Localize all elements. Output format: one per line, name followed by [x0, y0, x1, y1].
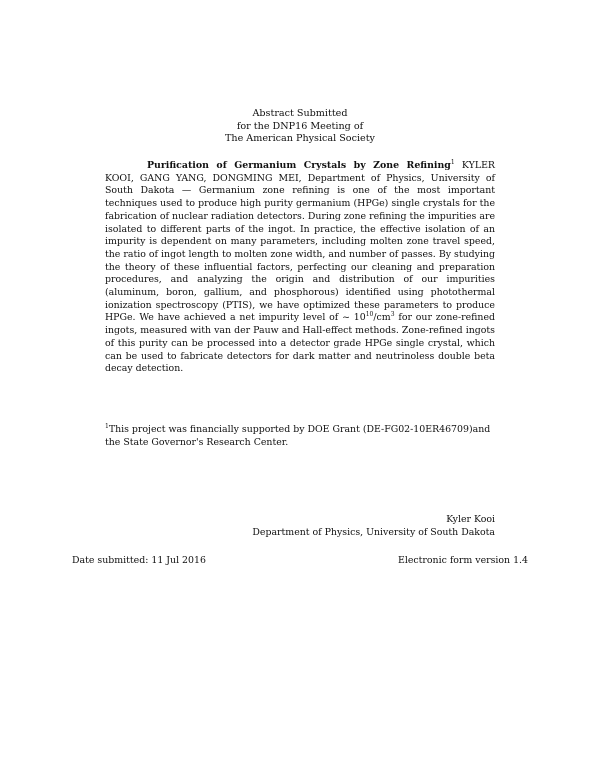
title-footnote-mark: 1 [450, 158, 455, 166]
signature-affiliation: Department of Physics, University of South Dakota [252, 527, 495, 538]
form-version: Electronic form version 1.4 [398, 555, 528, 566]
header-line-2: for the DNP16 Meeting of [236, 120, 364, 132]
abstract-body [105, 160, 495, 376]
footnote [105, 424, 495, 449]
abstract-header [0, 108, 600, 146]
date-submitted: Date submitted: 11 Jul 2016 [72, 555, 206, 566]
impurity-exponent-2: 3 [390, 311, 395, 319]
footnote-text: This project was financially supported by DOE Grant (DE-FG02-10ER46709)and the State Governor's Research Center. [105, 424, 491, 448]
abstract-text-part-1: Germanium zone refining is one of the most important techniques used to produce high purity germanium (HPGe) single crystals for the fabrication of nuclear radiation detectors. During zone refining the impurities are isolated to different parts of the ingot. In practice, the effective isolation of an impurity is dependent on many parameters, including molten zone travel speed, the ratio of ingot length to molten zone width, and number of passes. By studying the theory of these influential factors, perfecting our cleaning and preparation procedures, and analyzing the origin and distribution of our impurities (aluminum, boron, gallium, and phosphorous) identified using photothermal ionization spectroscopy (PTIS), we have optimized these parameters to produce HPGe. We have achieved a net impurity level of ~ 10 [105, 185, 495, 324]
header-line-1: Abstract Submitted [252, 108, 348, 119]
abstract-text-part-2: for our zone-refined ingots, measured with van der Pauw and Hall-effect methods. Zone-refined ingots of this purity can be processed into a detector grade HPGe single crystal, which can be used to fabricate detectors for dark matter and neutrinoless double beta decay detection. [105, 312, 495, 375]
footnote-mark: 1 [105, 422, 109, 430]
impurity-unit: /cm [373, 312, 391, 324]
author-list: KYLER KOOI, GANG YANG, DONGMING MEI, Department of Physics, University of South Dakota [105, 160, 495, 197]
abstract-separator: — [181, 185, 192, 197]
signature-block [252, 513, 495, 539]
abstract-title: Purification of Germanium Crystals by Zone Refining [147, 160, 451, 171]
impurity-exponent-1: 10 [365, 311, 374, 319]
header-line-3: The American Physical Society [225, 133, 375, 144]
submission-meta [72, 555, 528, 567]
signature-name: Kyler Kooi [446, 514, 495, 525]
